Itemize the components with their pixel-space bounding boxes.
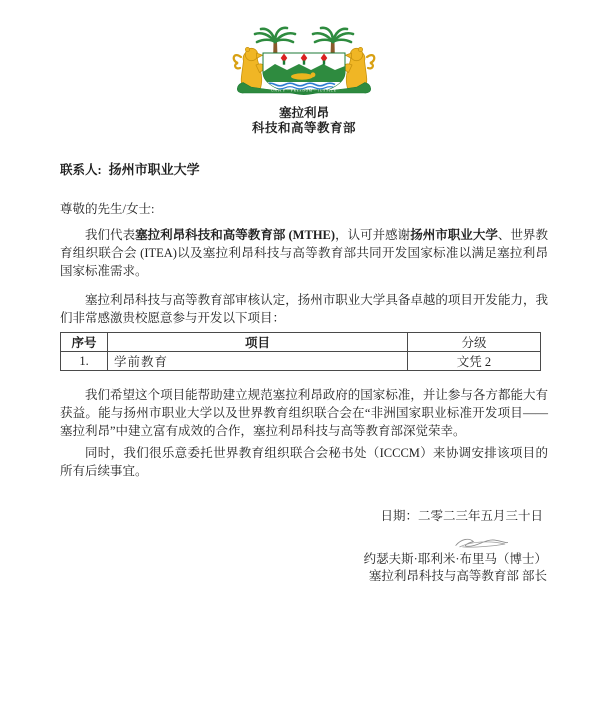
cell-project: 学前教育 bbox=[108, 352, 408, 371]
date-line: 日期：二零二三年五月三十日 bbox=[380, 509, 543, 523]
header-grade: 分级 bbox=[408, 333, 541, 352]
university-bold: 扬州市职业大学 bbox=[410, 228, 498, 242]
paragraph-3: 我们希望这个项目能帮助建立规范塞拉利昂政府的国家标准，并让参与各方都能大有获益。能与扬州市职业大学以及世界教育组织联合会在“非洲国家职业标准开发项目——塞拉利昂”中建立富有成效的合作，塞拉利昂科技与高等教育部深觉荣幸。 bbox=[60, 388, 548, 438]
contact-label: 联系人: bbox=[60, 163, 102, 177]
signatory-name: 约瑟夫斯·耶利米·布里马（博士） bbox=[363, 552, 547, 566]
country-name: 塞拉利昂 bbox=[278, 106, 329, 120]
cell-index: 1. bbox=[61, 352, 108, 371]
header-index: 序号 bbox=[61, 333, 108, 352]
salutation: 尊敬的先生/女士: bbox=[60, 202, 155, 216]
ministry-bold: 塞拉利昂科技和高等教育部 (MTHE) bbox=[135, 228, 336, 242]
signature-block bbox=[60, 534, 548, 584]
table-row bbox=[61, 352, 541, 371]
letterhead bbox=[60, 0, 548, 135]
projects-table bbox=[60, 332, 541, 371]
paragraph-1: 我们代表塞拉利昂科技和高等教育部 (MTHE)，认可并感谢扬州市职业大学、世界教育组织联合会 (ITEA)以及塞拉利昂科技与高等教育部共同开发国家标准以满足塞拉利昂国家标准需求。 bbox=[60, 228, 548, 278]
sierra-leone-coat-of-arms-icon bbox=[228, 26, 380, 98]
cell-grade: 文凭 2 bbox=[408, 352, 541, 371]
header-project: 项目 bbox=[108, 333, 408, 352]
paragraph-4: 同时，我们很乐意委托世界教育组织联合会秘书处（ICCCM）来协调安排该项目的所有后续事宜。 bbox=[60, 446, 548, 478]
paragraph-2: 塞拉利昂科技与高等教育部审核认定，扬州市职业大学具备卓越的项目开发能力，我们非常感激贵校愿意参与开发以下项目： bbox=[60, 293, 548, 325]
contact-value: 扬州市职业大学 bbox=[108, 162, 200, 177]
handwritten-signature-icon bbox=[452, 534, 510, 551]
ministry-name: 科技和高等教育部 bbox=[251, 121, 356, 135]
motto-text: UNITY · FREEDOM · JUSTICE bbox=[271, 88, 337, 93]
table-header-row bbox=[61, 333, 541, 352]
contact-line bbox=[60, 159, 548, 178]
signatory-title: 塞拉利昂科技与高等教育部 部长 bbox=[368, 569, 547, 583]
